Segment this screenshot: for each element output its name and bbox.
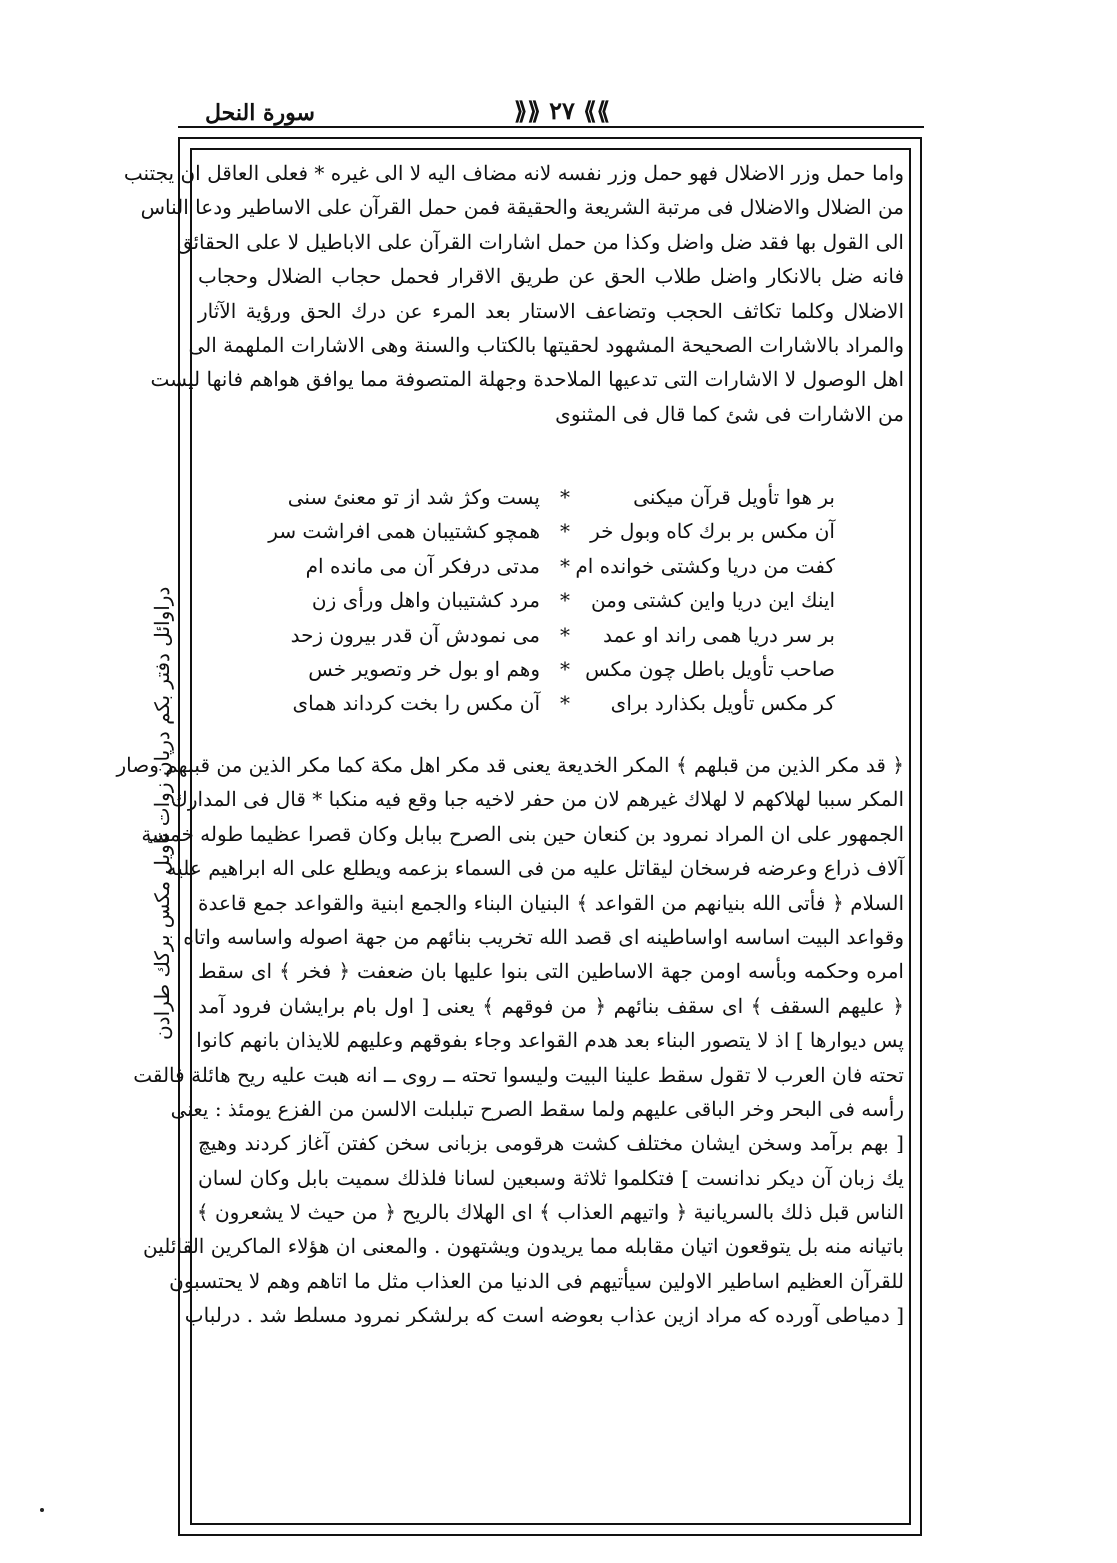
- text-line: الى القول بها فقد ضل واضل وكذا من حمل اشارات القرآن على الاباطيل لا على الحقائق: [176, 229, 904, 254]
- text-line: الجمهور على ان المراد نمرود بن كنعان حين بنى الصرح ببابل وكان قصرا عظيما طوله خمسة: [141, 821, 904, 846]
- text-line: فانه ضل بالانكار واضل طلاب الحق عن طريق الاقرار فحمل حجاب الضلال وحجاب: [198, 264, 904, 289]
- text-line: ﴿ قد مكر الذين من قبلهم ﴾ المكر الخديعة يعنى قد مكر اهل مكة كما مكر الذين من قبلهم وصار: [116, 753, 904, 777]
- text-line: من الاشارات فى شئ كما قال فى المثنوى: [555, 401, 904, 426]
- text-line: من الضلال والاضلال فى مرتبة الشريعة والحقيقة فمن حمل القرآن على الاساطير ودعا الناس: [140, 195, 904, 220]
- verse-hemistich: پست وكژ شد از تو معنئ سنى: [287, 485, 540, 509]
- verse-hemistich: آن مكس را بخت كرداند هماى: [292, 691, 540, 716]
- verse-hemistich: مدتى درفكر آن مى مانده ام: [305, 553, 540, 578]
- page-number: [497, 96, 627, 125]
- star-separator: *: [560, 553, 570, 578]
- star-separator: *: [560, 519, 570, 544]
- text-line: الاضلال وكلما تكاثف الحجب وتضاعف الاستار بعد المرء عن درك الحق ورؤية الآثار: [198, 298, 904, 323]
- verse-line: [275, 686, 835, 720]
- text-line: المكر سببا لهلاكهم لا لهلاك غيرهم لان من حفر لاخيه جبا وقع فيه منكبا * قال فى المدارك: [171, 787, 904, 812]
- margin-note: دراوائل دفتر بكم درپان زوات تأويل مكس بركك طرادن: [150, 586, 174, 1040]
- text-line: تحته فان العرب لا تقول سقط علينا البيت وليسوا تحته ــ روى ــ انه هبت عليه ريح هائلة فالقت: [133, 1062, 904, 1087]
- star-separator: *: [560, 485, 570, 509]
- verse-hemistich: آن مكس بر برك كاه وبول خر: [590, 519, 835, 544]
- verse-hemistich: بر هوا تأويل قرآن ميكنى: [633, 485, 835, 509]
- verse-line: [275, 549, 835, 583]
- star-separator: *: [560, 691, 570, 716]
- verse-hemistich: همچو كشتيبان همى افراشت سر: [268, 519, 540, 544]
- surah-title: سورة النحل: [205, 100, 315, 126]
- text-line: باتيانه منه بل يتوقعون اتيان مقابله مما يريدون ويشتهون . والمعنى ان هؤلاء الماكرين القائلين: [143, 1234, 904, 1259]
- text-line: والمراد بالاشارات الصحيحة المشهود لحقيتها بالكتاب والسنة وهى الاشارات الملهمة الى: [188, 332, 904, 357]
- text-line: رأسه فى البحر وخر الباقى عليهم ولما سقط الصرح تبلبلت الالسن من الفزع يومئذ : يعنى: [170, 1096, 904, 1121]
- verse-hemistich: كفت من دريا وكشتى خوانده ام: [575, 553, 835, 578]
- text-line: يك زبان آن ديكر ندانست ] فتكلموا ثلاثة وسبعين لسانا فلذلك سميت بابل وكان لسان: [198, 1165, 904, 1190]
- text-line: للقرآن العظيم اساطير الاولين سيأتيهم فى الدنيا من العذاب مثل ما اتاهم وهم لا يحتسبون: [169, 1268, 904, 1293]
- star-separator: *: [560, 656, 570, 681]
- header-rule: [178, 126, 924, 128]
- text-line: امره وحكمه وبأسه اومن جهة الاساطين التى بنوا عليها بان ضعفت ﴿ فخر ﴾ اى سقط: [198, 959, 904, 984]
- verse-line: [275, 618, 835, 652]
- ornament-left: ⟫⟫: [583, 96, 610, 125]
- text-line: واما حمل وزر الاضلال فهو حمل وزر نفسه لانه مضاف اليه لا الى غيره * فعلى العاقل ان يجتنب: [123, 161, 904, 185]
- text-line: الناس قبل ذلك بالسريانية ﴿ واتيهم العذاب ﴾ اى الهلاك بالريح ﴿ من حيث لا يشعرون ﴾: [196, 1200, 904, 1225]
- verse-hemistich: مى نمودش آن قدر بيرون زحد: [290, 622, 540, 647]
- verse-hemistich: صاحب تأويل باطل چون مكس: [585, 656, 835, 681]
- star-separator: *: [560, 622, 570, 647]
- text-line: پس ديوارها ] اذ لا يتصور البناء بعد هدم القواعد وجاء بفوقهم وعليهم للايذان بانهم كانوا: [196, 1028, 904, 1053]
- text-line: [ دمياطى آورده كه مراد ازين عذاب بعوضه است كه برلشكر نمرود مسلط شد . درلباب: [184, 1303, 904, 1328]
- ornament-right: ⟪⟪: [514, 96, 541, 125]
- masnavi-verses: [268, 480, 835, 721]
- text-line: ﴿ عليهم السقف ﴾ اى سقف بنائهم ﴿ من فوقهم ﴾ يعنى [ اول بام برايشان فرود آمد: [198, 993, 904, 1018]
- text-line: [ بهم برآمد وسخن ايشان مختلف كشت هرقومى بزبانى سخن كفتن آغاز كردند وهيچ: [198, 1131, 904, 1156]
- verse-hemistich: مرد كشتيبان واهل ورأى زن: [311, 588, 540, 613]
- verse-line: [275, 652, 835, 686]
- verse-line: [275, 480, 835, 514]
- verse-hemistich: كر مكس تأويل بكذارد براى: [610, 691, 835, 716]
- text-line: السلام ﴿ فأتى الله بنيانهم من القواعد ﴾ البنيان البناء والجمع ابنية والقواعد جمع قاعدة: [198, 890, 904, 915]
- text-block-top: [123, 156, 904, 431]
- verse-hemistich: وهم او بول خر وتصوير خس: [308, 656, 540, 681]
- star-separator: *: [560, 588, 570, 613]
- verse-hemistich: اينك اين دريا واين كشتى ومن: [590, 588, 835, 613]
- verse-line: [268, 514, 835, 548]
- verse-hemistich: بر سر دريا همى راند او عمد: [602, 622, 835, 647]
- text-line: آلاف ذراع وعرضه فرسخان ليقاتل عليه من فى السماء بزعمه ويطلع على اله ابراهيم عليه: [166, 856, 904, 881]
- ink-speck: [40, 1508, 44, 1512]
- text-line: وقواعد البيت اساسه اواساطينه اى قصد الله تخريب بنائهم من جهة اصوله واساسه واتاه: [183, 924, 904, 949]
- page-number-value: ٢٧: [549, 96, 575, 125]
- text-line: اهل الوصول لا الاشارات التى تدعيها الملاحدة وجهلة المتصوفة مما يوافق هواهم فانها ليست: [150, 367, 904, 392]
- verse-line: [275, 583, 835, 617]
